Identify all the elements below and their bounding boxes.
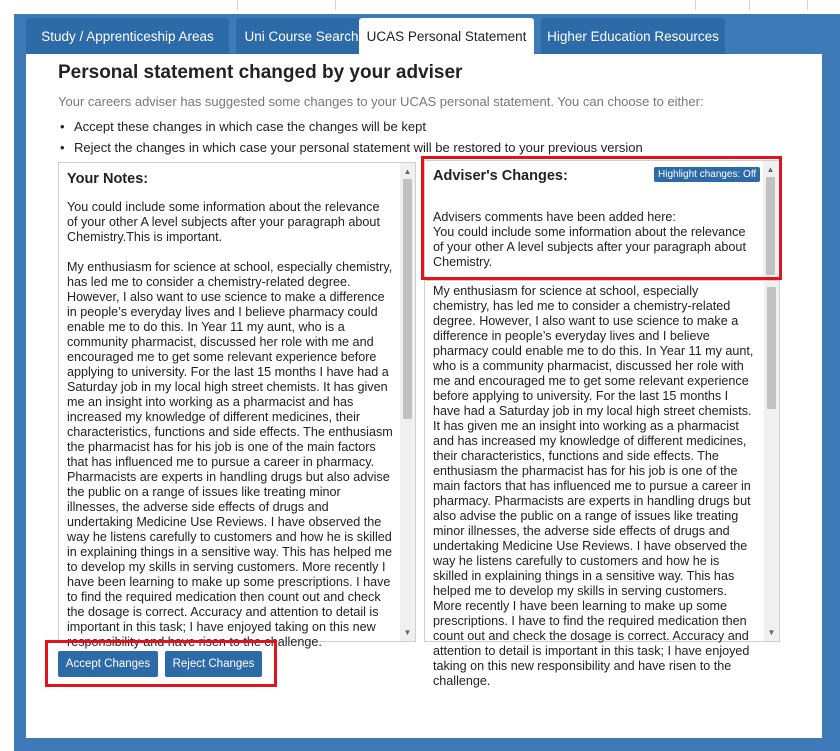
page-title: Personal statement changed by your adviser (58, 62, 463, 83)
your-notes-box[interactable] (58, 162, 416, 649)
scrollbar-thumb[interactable] (766, 177, 775, 275)
top-strip-segment (696, 0, 750, 10)
top-strip-segment (336, 0, 696, 10)
tab-higher-education-resources[interactable]: Higher Education Resources (541, 18, 725, 54)
tab-uni-course-search[interactable]: Uni Course Search (236, 18, 367, 54)
option-accept-text: • Accept these changes in which case the changes will be kept (58, 116, 643, 137)
adviser-changes-box[interactable] (424, 160, 780, 280)
adviser-statement-box[interactable] (424, 280, 780, 688)
scroll-down-icon[interactable]: ▼ (767, 628, 776, 637)
adviser-statement-scrollbar[interactable] (764, 281, 779, 641)
your-notes-scrollbar[interactable] (400, 163, 415, 641)
adviser-statement-content (433, 284, 757, 688)
your-notes-heading: Your Notes: (67, 171, 149, 187)
your-notes-comment: You could include some information about the relevance of your other A level subjects after your paragraph about Chemistry.This is important. (67, 200, 384, 244)
top-strip-segment (238, 0, 336, 10)
adviser-comments: Advisers comments have been added here: You could include some information about the relevance of your other A level subjects after your paragraph about Chemistry. (433, 210, 746, 269)
adviser-statement: My enthusiasm for science at school, especially chemistry, has led me to consider a chemistry-related degree. However, I also want to use science to make a difference in people’s everyday lives and I believe pharmacy could enable me to do this. In Year 11 my aunt, who is a community pharmacist, discussed her role with me and encouraged me to get some relevant experience before applying to university. For the last 15 months I have had a Saturday job in my local high street chemists. It has given me an insight into working as a pharmacist and has increased my knowledge of different medicines, their characteristics, functions and side effects. The enthusiasm the pharmacist has for his job is one of the main factors that has influenced me to pursue a career in pharmacy. Pharmacists are experts in handling drugs but also advise the public on a range of issues like treating minor illnesses, the adverse side effects of drugs and undertaking Medicine Use Reviews. I have observed the way he listens carefully to customers and how he is skilled in explaining things in a sensitive way. This has helped me to develop my skills in serving customers. More recently I have been learning to make up some prescriptions. I have to find the required medication then count out and check the dosage is correct. Accuracy and attention to detail is important in this task; I have enjoyed taking on this new responsibility and have risen to the challenge. (433, 284, 757, 688)
top-strip-segment (750, 0, 808, 10)
tab-study-apprenticeship-areas[interactable]: Study / Apprenticeship Areas (26, 18, 229, 54)
adviser-changes-heading: Adviser's Changes: (433, 168, 568, 184)
your-notes-statement: My enthusiasm for science at school, especially chemistry, has led me to consider a chemistry-related degree. However, I also want to use science to make a difference in people’s everyday lives and I believe pharmacy could enable me to do this. In Year 11 my aunt, who is a community pharmacist, discussed her role with me and encouraged me to get some relevant experience before applying to university. For the last 15 months I have had a Saturday job in my local high street chemists. It has given me an insight into working as a pharmacist and has increased my knowledge of different medicines, their characteristics, functions and side effects. The enthusiasm the pharmacist has for his job is one of the main factors that has influenced me to pursue a career in pharmacy. Pharmacists are experts in handling drugs but also advise the public on a range of issues like treating minor illnesses, the adverse side effects of drugs and undertaking Medicine Use Reviews. I have observed the way he listens carefully to customers and how he is skilled in explaining things in a sensitive way. This has helped me to develop my skills in serving customers. More recently I have been learning to make up some prescriptions. I have to find the required medication then count out and check the dosage is correct. Accuracy and attention to detail is important in this task; I have enjoyed taking on this new responsibility and have risen to the challenge. (67, 260, 397, 649)
scroll-up-icon[interactable]: ▲ (403, 167, 412, 176)
reject-changes-button[interactable]: Reject Changes (165, 651, 262, 677)
your-notes-content (67, 163, 397, 649)
top-strip (0, 0, 840, 12)
scroll-up-icon[interactable]: ▲ (766, 165, 775, 174)
top-strip-segment (0, 0, 238, 10)
intro-text: Your careers adviser has suggested some changes to your UCAS personal statement. You can choose to either: (58, 94, 704, 109)
adviser-changes-scrollbar[interactable] (763, 161, 778, 279)
options-list (58, 116, 643, 158)
highlight-changes-toggle[interactable]: Highlight changes: Off (654, 167, 760, 182)
option-reject-text: • Reject the changes in which case your personal statement will be restored to your previous version (58, 137, 643, 158)
scrollbar-thumb[interactable] (403, 179, 412, 419)
accept-changes-button[interactable]: Accept Changes (58, 651, 158, 677)
scrollbar-thumb[interactable] (767, 287, 776, 409)
scroll-down-icon[interactable]: ▼ (403, 628, 412, 637)
tab-ucas-personal-statement[interactable]: UCAS Personal Statement (359, 18, 534, 55)
